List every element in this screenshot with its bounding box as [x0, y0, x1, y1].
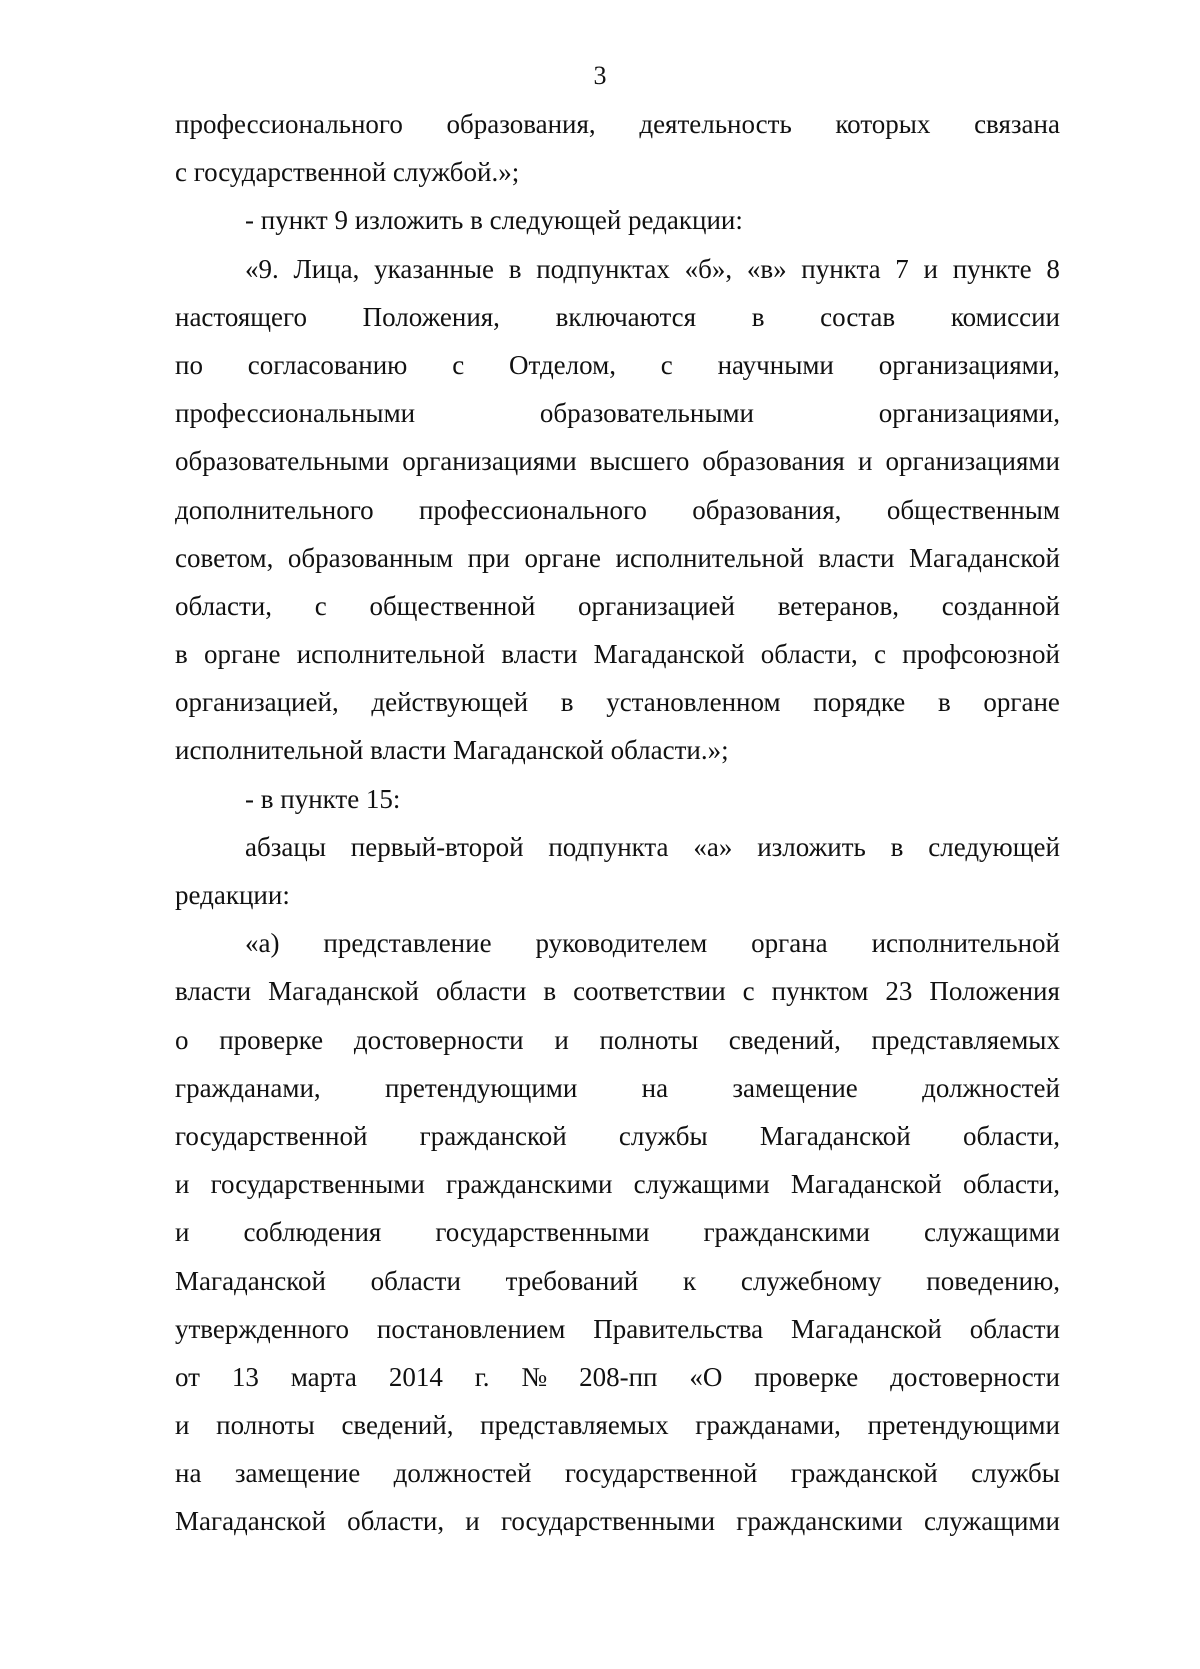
word: области, — [175, 590, 273, 621]
word: области — [370, 1265, 461, 1296]
word: представляемых — [871, 1024, 1060, 1055]
word: проверке — [219, 1024, 324, 1055]
word: государственными — [435, 1217, 650, 1248]
text-line: исполнительной власти Магаданской области.»; — [175, 735, 729, 766]
text-line — [175, 582, 1060, 630]
text-line — [175, 1305, 1060, 1353]
word: к — [683, 1265, 697, 1296]
word: организациями — [885, 446, 1060, 477]
word: научными — [717, 349, 834, 380]
text-line — [175, 1208, 1060, 1256]
word: «а» — [693, 831, 733, 862]
word: связана — [974, 109, 1060, 139]
text-line — [175, 919, 1060, 967]
word: достоверности — [353, 1024, 524, 1055]
word: постановлением — [376, 1313, 566, 1344]
word: профессиональными — [175, 398, 416, 429]
word: гражданами, — [695, 1410, 841, 1441]
word: на — [641, 1072, 669, 1103]
word: общественной — [369, 590, 536, 621]
word: и — [465, 1506, 480, 1537]
word: сведений, — [341, 1410, 454, 1441]
word: 208-пп — [579, 1361, 658, 1392]
text-line — [175, 486, 1060, 534]
word: пунктом — [771, 976, 869, 1007]
word: образования — [702, 446, 845, 477]
word: от — [175, 1361, 200, 1392]
word: служащими — [923, 1506, 1060, 1537]
word: в — [751, 301, 765, 332]
word: Магаданской — [759, 1120, 911, 1151]
text-line — [175, 1160, 1060, 1208]
word: Магаданской — [175, 1265, 326, 1296]
text-line — [175, 245, 1060, 293]
word: области, — [347, 1506, 445, 1537]
word: организациями, — [878, 398, 1060, 429]
text-line: с государственной службой.»; — [175, 157, 520, 188]
document-body — [175, 100, 1060, 1546]
word: должностей — [922, 1072, 1060, 1103]
page-number: 3 — [593, 61, 607, 90]
word: службы — [618, 1120, 708, 1151]
word: области — [436, 976, 527, 1007]
text-line — [175, 678, 1060, 726]
word: профсоюзной — [902, 639, 1060, 670]
word: Магаданской — [909, 542, 1060, 573]
word: № — [521, 1361, 548, 1392]
word: комиссии — [950, 301, 1060, 332]
text-line — [175, 534, 1060, 582]
word: порядке — [813, 687, 906, 718]
word: государственными — [500, 1506, 716, 1537]
word: с — [314, 590, 327, 621]
word: представляемых — [480, 1410, 669, 1441]
word: представление — [323, 928, 492, 959]
word: полноты — [599, 1024, 699, 1055]
word: власти — [501, 639, 578, 670]
word: «а) — [245, 928, 280, 959]
word: 2014 — [388, 1361, 443, 1392]
text-line — [175, 1064, 1060, 1112]
word: настоящего — [175, 301, 307, 332]
word: образования, — [446, 109, 596, 139]
word: Лица, — [293, 253, 360, 284]
text-line — [175, 1449, 1060, 1497]
word: советом, — [175, 542, 274, 573]
word: служащими — [633, 1169, 770, 1200]
word: «б», — [684, 253, 733, 284]
word: организациями — [402, 446, 577, 477]
text-line — [175, 389, 1060, 437]
text-line: - в пункте 15: — [245, 783, 401, 814]
word: служащими — [923, 1217, 1060, 1248]
text-line — [175, 967, 1060, 1015]
word: претендующими — [384, 1072, 578, 1103]
word: образовательными — [539, 398, 754, 429]
word: Магаданской — [268, 976, 420, 1007]
word: «О — [689, 1361, 723, 1392]
word: созданной — [941, 590, 1060, 621]
word: гражданскими — [703, 1217, 870, 1248]
word: с — [742, 976, 755, 1007]
word: Положения, — [362, 301, 500, 332]
word: организацией — [578, 590, 735, 621]
text-line — [175, 1112, 1060, 1160]
word: Магаданской — [790, 1169, 942, 1200]
word: области, — [962, 1120, 1060, 1151]
word: «9. — [245, 253, 279, 284]
text-line — [175, 437, 1060, 485]
word: органе — [983, 687, 1060, 718]
word: изложить — [757, 831, 866, 862]
word: включаются — [555, 301, 697, 332]
word: абзацы — [245, 831, 326, 862]
word: на — [175, 1458, 202, 1489]
word: утвержденного — [175, 1313, 350, 1344]
word: исполнительной — [871, 928, 1060, 959]
word: области, — [760, 639, 858, 670]
word: проверке — [754, 1361, 859, 1392]
word: марта — [290, 1361, 357, 1392]
word: пункта — [801, 253, 881, 284]
word: и — [857, 446, 873, 477]
word: следующей — [928, 831, 1060, 862]
word: указанные — [374, 253, 495, 284]
word: претендующими — [867, 1410, 1060, 1441]
word: и — [554, 1024, 569, 1055]
word: пункте — [952, 253, 1032, 284]
word: в — [560, 687, 574, 718]
word: действующей — [371, 687, 529, 718]
word: Положения — [929, 976, 1060, 1007]
word: требований — [505, 1265, 639, 1296]
word: с — [660, 349, 673, 380]
word: государственной — [175, 1120, 368, 1151]
text-line — [175, 823, 1060, 871]
word: согласованию — [247, 349, 408, 380]
word: гражданской — [419, 1120, 567, 1151]
word: в — [937, 687, 951, 718]
word: гражданами, — [175, 1072, 321, 1103]
word: при — [467, 542, 510, 573]
word: в — [508, 253, 522, 284]
word: с — [874, 639, 887, 670]
word: области, — [962, 1169, 1060, 1200]
word: замещение — [234, 1458, 361, 1489]
word: гражданскими — [445, 1169, 613, 1200]
text-line — [175, 100, 1060, 148]
word: исполнительной — [615, 542, 804, 573]
word: г. — [474, 1361, 490, 1392]
word: сведений, — [728, 1024, 841, 1055]
word: которых — [835, 109, 931, 139]
word: и — [923, 253, 938, 284]
word: Магаданской — [593, 639, 745, 670]
word: полноты — [216, 1410, 315, 1441]
text-line — [175, 1401, 1060, 1449]
word: органе — [524, 542, 602, 573]
word: с — [452, 349, 465, 380]
word: высшего — [589, 446, 690, 477]
word: профессионального — [175, 109, 403, 139]
word: общественным — [886, 494, 1060, 525]
word: по — [175, 349, 203, 380]
word: органа — [751, 928, 828, 959]
word: гражданскими — [736, 1506, 903, 1537]
word: в — [175, 639, 188, 670]
word: 23 — [885, 976, 913, 1007]
text-line — [175, 341, 1060, 389]
word: власти — [818, 542, 895, 573]
word: Магаданской — [790, 1313, 942, 1344]
word: поведению, — [926, 1265, 1060, 1296]
word: соблюдения — [243, 1217, 382, 1248]
word: в — [890, 831, 904, 862]
word: власти — [175, 976, 252, 1007]
word: области — [969, 1313, 1060, 1344]
word: соответствии — [573, 976, 726, 1007]
word: должностей — [393, 1458, 532, 1489]
word: подпунктах — [536, 253, 670, 284]
word: 8 — [1046, 253, 1060, 284]
word: Правительства — [593, 1313, 764, 1344]
word: образования, — [692, 494, 842, 525]
text-line — [175, 1497, 1060, 1545]
word: и — [175, 1410, 190, 1441]
word: организациями, — [878, 349, 1060, 380]
word: деятельность — [639, 109, 792, 139]
word: службы — [971, 1458, 1060, 1489]
word: гражданской — [790, 1458, 938, 1489]
text-line — [175, 293, 1060, 341]
word: организацией, — [175, 687, 339, 718]
word: первый-второй — [350, 831, 524, 862]
text-line — [175, 630, 1060, 678]
word: государственной — [564, 1458, 758, 1489]
word: Магаданской — [175, 1506, 326, 1537]
word: состав — [820, 301, 896, 332]
word: замещение — [732, 1072, 858, 1103]
word: органе — [203, 639, 281, 670]
word: о — [175, 1024, 189, 1055]
word: установленном — [606, 687, 781, 718]
text-line: - пункт 9 изложить в следующей редакции: — [245, 205, 743, 236]
word: руководителем — [535, 928, 708, 959]
text-line — [175, 1353, 1060, 1401]
text-line: редакции: — [175, 880, 290, 910]
text-line — [175, 1257, 1060, 1305]
word: и — [175, 1169, 190, 1200]
word: образованным — [287, 542, 454, 573]
word: «в» — [746, 253, 787, 284]
word: исполнительной — [296, 639, 486, 670]
word: профессионального — [419, 494, 647, 525]
word: государственными — [210, 1169, 425, 1200]
word: 7 — [895, 253, 909, 284]
word: ветеранов, — [777, 590, 899, 621]
word: в — [543, 976, 557, 1007]
word: дополнительного — [175, 494, 374, 525]
word: подпункта — [548, 831, 669, 862]
word: и — [175, 1217, 190, 1248]
word: достоверности — [890, 1361, 1060, 1392]
text-line — [175, 1016, 1060, 1064]
word: служебному — [740, 1265, 882, 1296]
word: Отделом, — [509, 349, 616, 380]
word: образовательными — [175, 446, 390, 477]
word: 13 — [231, 1361, 259, 1392]
